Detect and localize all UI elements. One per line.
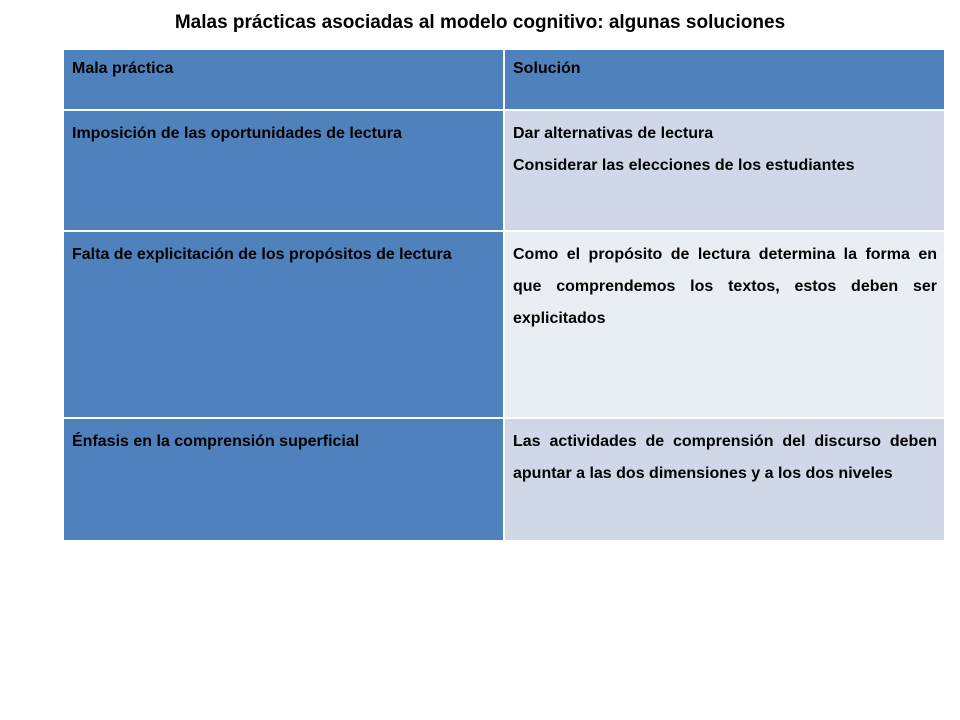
table-row [64,110,944,231]
header-solution: Solución [504,50,944,110]
solution-line: Como el propósito de lectura determina la forma en que comprendemos los textos, estos deben ser explicitados [513,246,937,327]
solution-line: Considerar las elecciones de los estudiantes [513,157,855,174]
solution-cell [504,231,944,418]
solution-line: Dar alternativas de lectura [513,125,714,142]
table-row [64,418,944,541]
header-practice: Mala práctica [64,50,504,110]
practice-cell: Falta de explicitación de los propósitos de lectura [64,231,504,418]
table-header-row [64,50,944,110]
solution-cell [504,110,944,231]
practices-table [64,50,944,542]
practice-cell: Imposición de las oportunidades de lectura [64,110,504,231]
solution-cell [504,418,944,541]
slide-title: Malas prácticas asociadas al modelo cognitivo: algunas soluciones [174,12,786,33]
table-row [64,231,944,418]
practice-cell: Énfasis en la comprensión superficial [64,418,504,541]
solution-line: Las actividades de comprensión del discurso deben apuntar a las dos dimensiones y a los dos niveles [513,433,937,482]
